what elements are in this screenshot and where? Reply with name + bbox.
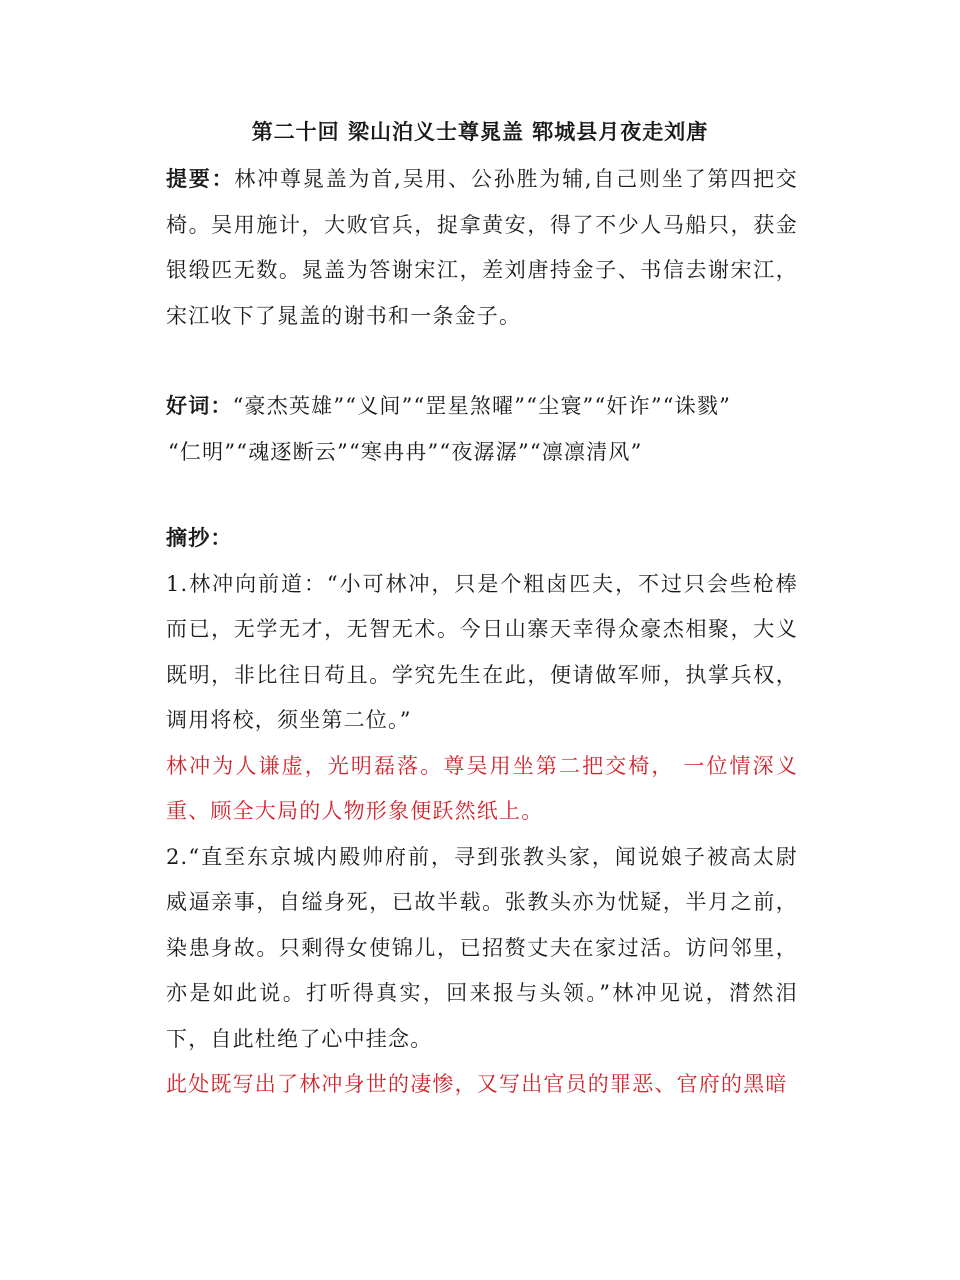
document-page — [166, 114, 798, 1108]
excerpt-quote-2: 2.“直至东京城内殿帅府前，寻到张教头家，闻说娘子被高太尉威逼亲事，自缢身死，已故半载。张教头亦为忧疑，半月之前，染患身故。只剩得女使锦儿，已招赘丈夫在家过活。访问邻里，亦是如此说。打听得真实，回来报与头领。”林冲见说，潸然泪下，自此杜绝了心中挂念。 — [166, 844, 798, 1051]
good-words-paragraph — [166, 383, 798, 430]
summary-paragraph — [166, 156, 798, 339]
spacer — [166, 339, 798, 383]
good-words-label: 好词： — [166, 393, 233, 418]
excerpts-heading — [166, 515, 798, 562]
good-words-line-1: “豪杰英雄”“义间”“罡星煞曜”“尘寰”“奸诈”“诛戮” — [232, 394, 732, 418]
good-words-line-2: “仁明”“魂逐断云”“寒冉冉”“夜潺潺”“凛凛清风” — [168, 439, 643, 464]
excerpt-quote-1: 1.林冲向前道：“小可林冲，只是个粗卤匹夫，不过只会些枪棒而已，无学无才，无智无术。今日山寨天幸得众豪杰相聚，大义既明，非比往日苟且。学究先生在此，便请做军师，执掌兵权，调用将校，须坐第二位。” — [166, 571, 798, 732]
excerpts-label: 摘抄： — [166, 525, 233, 550]
excerpt-comment-2: 此处既写出了林冲身世的凄惨，又写出官员的罪恶、官府的黑暗 — [166, 1072, 788, 1096]
excerpt-comment-1: 林冲为人谦虚，光明磊落。尊吴用坐第二把交椅， 一位情深义重、顾全大局的人物形象便跃然纸上。 — [166, 753, 798, 823]
chapter-title: 第二十回 梁山泊义士尊晁盖 郓城县月夜走刘唐 — [251, 119, 709, 144]
summary-text: 林冲尊晁盖为首,吴用、公孙胜为辅,自己则坐了第四把交椅。吴用施计，大败官兵，捉拿黄安，得了不少人马船只，获金银缎匹无数。晁盖为答谢宋江，差刘唐持金子、书信去谢宋江，宋江收下了晁盖的谢书和一条金子。 — [166, 167, 798, 328]
good-words-continuation — [166, 430, 798, 476]
summary-label: 提要： — [166, 166, 235, 191]
spacer — [166, 475, 798, 515]
